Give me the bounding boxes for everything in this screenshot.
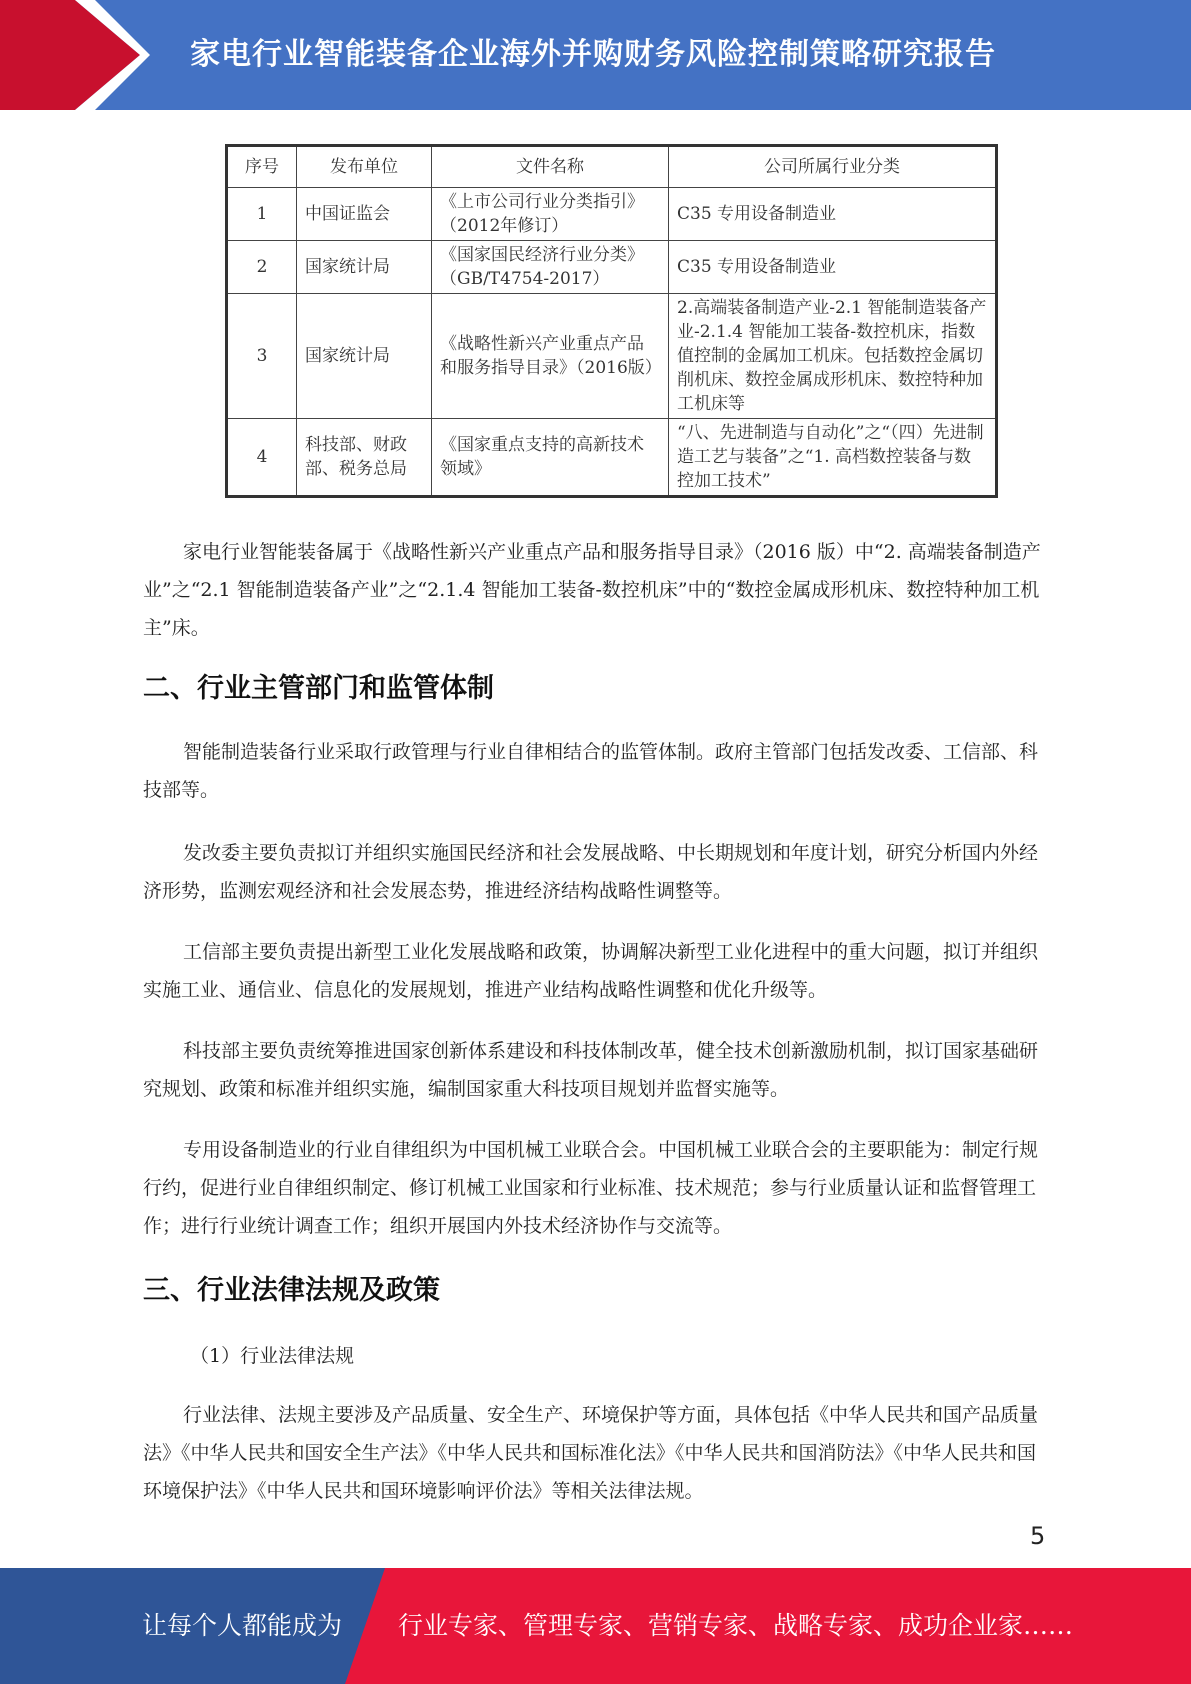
paragraph-regulation-system: 智能制造装备行业采取行政管理与行业自律相结合的监管体制。政府主管部门包括发改委、工信部、科技部等。 [143,741,1039,801]
table-cell-org: 国家统计局 [297,241,432,294]
header-banner [0,0,1191,110]
table-cell-category: C35 专用设备制造业 [669,188,997,241]
section-heading-regulation: 二、行业主管部门和监管体制 [143,673,494,704]
paragraph-most: 科技部主要负责统筹推进国家创新体系建设和科技体制改革，健全技术创新激励机制，拟订国家基础研究规划、政策和标准并组织实施，编制国家重大科技项目规划并监督实施等。 [143,1040,1039,1100]
paragraph-miit: 工信部主要负责提出新型工业化发展战略和政策，协调解决新型工业化进程中的重大问题，拟订并组织实施工业、通信业、信息化的发展规划，推进产业结构战略性调整和优化升级等。 [143,941,1039,1001]
table-row [227,419,997,497]
paragraph-association: 专用设备制造业的行业自律组织为中国机械工业联合会。中国机械工业联合会的主要职能为：制定行规行约，促进行业自律组织制定、修订机械工业国家和行业标准、技术规范；参与行业质量认证和监督管理工作；进行行业统计调查工作；组织开展国内外技术经济协作与交流等。 [143,1139,1039,1237]
table-header-row [227,146,997,188]
table-cell-doc: 《国家国民经济行业分类》（GB/T4754-2017） [432,241,669,294]
footer-slogan-left: 让每个人都能成为 [142,1611,343,1640]
table-cell-org: 中国证监会 [297,188,432,241]
table-cell-doc: 《国家重点支持的高新技术领域》 [432,419,669,497]
table-cell-no: 1 [227,188,297,241]
section-heading-laws: 三、行业法律法规及政策 [143,1275,440,1306]
table-cell-doc: 《战略性新兴产业重点产品和服务指导目录》（2016版） [432,294,669,419]
industry-classification-table-wrap [225,144,998,498]
paragraph-laws: 行业法律、法规主要涉及产品质量、安全生产、环境保护等方面，具体包括《中华人民共和国产品质量法》《中华人民共和国安全生产法》《中华人民共和国标准化法》《中华人民共和国消防法》《中华人民共和国环境保护法》《中华人民共和国环境影响评价法》等相关法律法规。 [143,1404,1039,1502]
footer-slogan-right: 行业专家、管理专家、营销专家、战略专家、成功企业家…… [398,1611,1074,1640]
table-cell-no: 3 [227,294,297,419]
page-number: 5 [1030,1522,1046,1550]
header-title: 家电行业智能装备企业海外并购财务风险控制策略研究报告 [190,37,996,72]
table-cell-doc: 《上市公司行业分类指引》（2012年修订） [432,188,669,241]
table-row [227,188,997,241]
table-header-cell: 发布单位 [297,146,432,188]
industry-classification-table [225,144,998,498]
table-header-cell: 公司所属行业分类 [669,146,997,188]
table-cell-no: 2 [227,241,297,294]
table-header-cell: 序号 [227,146,297,188]
table-cell-category: C35 专用设备制造业 [669,241,997,294]
subheading-laws: （1）行业法律法规 [190,1345,355,1367]
table-row [227,294,997,419]
table-cell-org: 国家统计局 [297,294,432,419]
paragraph-ndrc: 发改委主要负责拟订并组织实施国民经济和社会发展战略、中长期规划和年度计划，研究分析国内外经济形势，监测宏观经济和社会发展态势，推进经济结构战略性调整等。 [143,842,1039,902]
paragraph-intro: 家电行业智能装备属于《战略性新兴产业重点产品和服务指导目录》（2016 版）中“2. 高端装备制造产业”之“2.1 智能制造装备产业”之“2.1.4 智能加工装备-数控机床”中的“数控金属成形机床、数控特种加工机主”床。 [143,541,1041,639]
table-cell-org: 科技部、财政部、税务总局 [297,419,432,497]
table-cell-category: 2.高端装备制造产业-2.1 智能制造装备产业-2.1.4 智能加工装备-数控机床，指数值控制的金属加工机床。包括数控金属切削机床、数控金属成形机床、数控特种加工机床等 [669,294,997,419]
footer-banner [0,1568,1191,1684]
table-cell-no: 4 [227,419,297,497]
table-header-cell: 文件名称 [432,146,669,188]
table-cell-category: “八、先进制造与自动化”之“（四）先进制造工艺与装备”之“1. 高档数控装备与数控加工技术” [669,419,997,497]
header-arrow-icon [0,0,150,110]
table-row [227,241,997,294]
